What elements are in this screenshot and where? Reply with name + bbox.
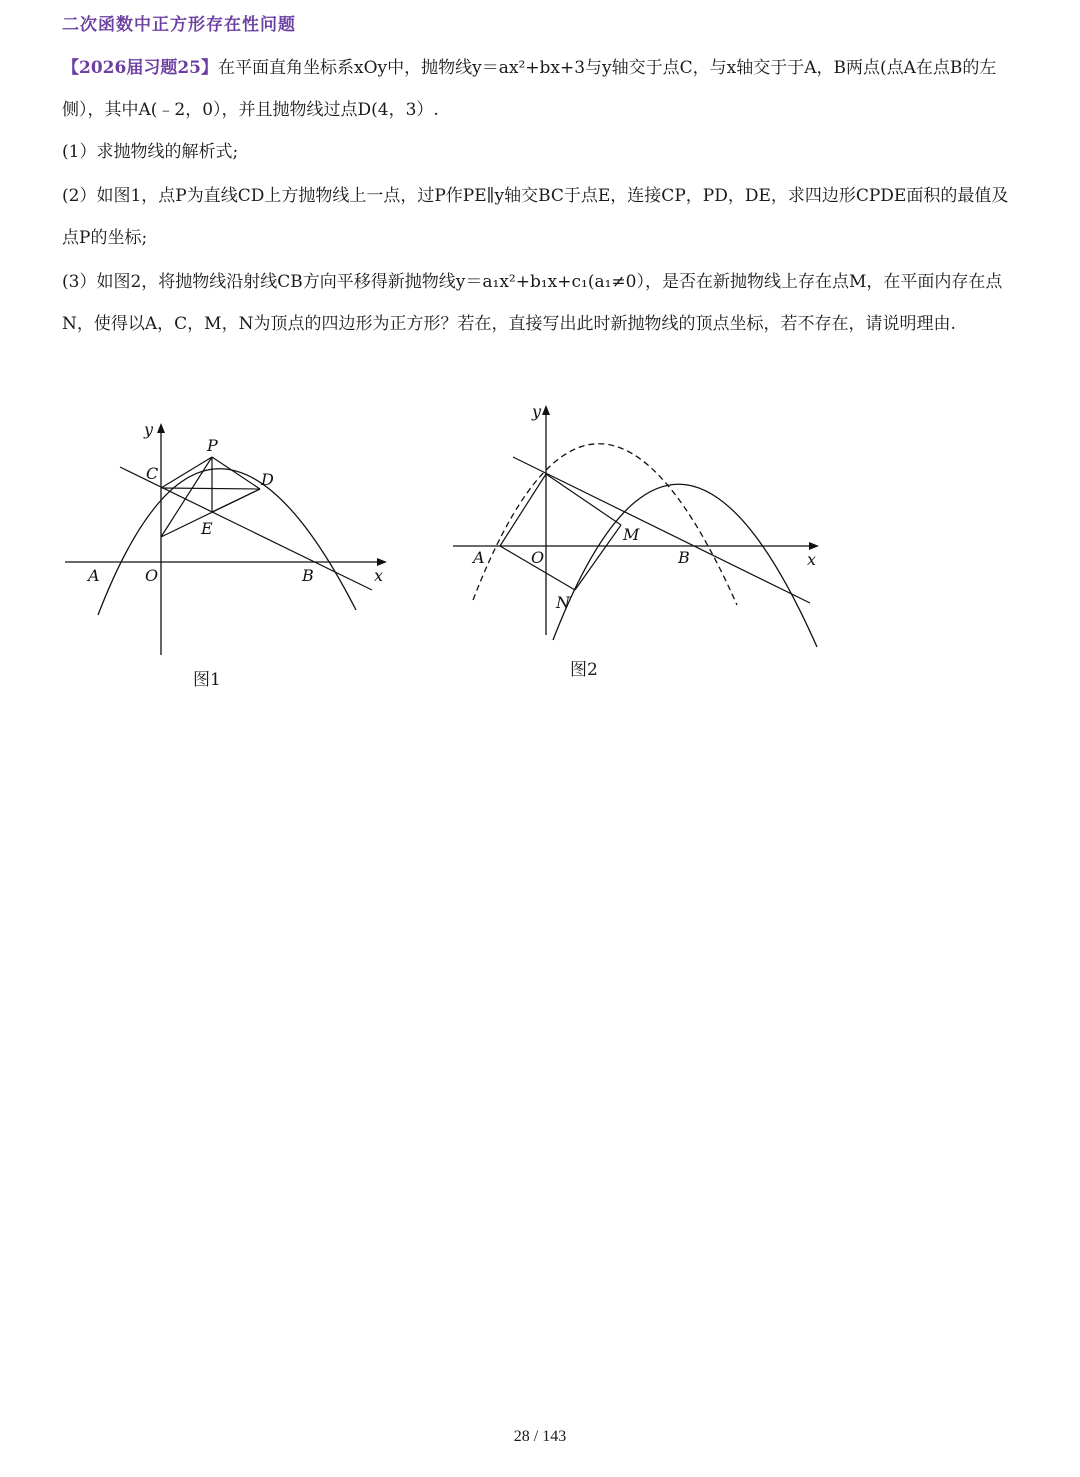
- original-parabola: [473, 444, 737, 605]
- label-a: A: [88, 566, 100, 585]
- question-1: (1）求抛物线的解析式;: [62, 142, 239, 162]
- x-axis-arrow: [377, 558, 387, 566]
- x-axis-arrow: [809, 542, 819, 550]
- label-o: O: [145, 566, 159, 585]
- segment-ac: [500, 474, 546, 546]
- y-axis-arrow: [542, 405, 550, 415]
- label-p: P: [207, 436, 218, 455]
- segment-cd: [161, 488, 260, 489]
- segment-cm: [546, 474, 621, 525]
- label-d: D: [261, 470, 274, 489]
- label-e: E: [201, 519, 213, 538]
- y-axis-arrow: [157, 423, 165, 433]
- segment-cp: [161, 457, 212, 488]
- segment-mn: [575, 525, 621, 590]
- page-number: 28 / 143: [513, 1428, 567, 1445]
- figure-1-diagram: [60, 415, 400, 665]
- segment-pd: [212, 457, 260, 489]
- label-m: M: [623, 525, 640, 544]
- parabola: [98, 469, 356, 615]
- label-b: B: [678, 548, 690, 567]
- figure-1-caption: 图1: [193, 670, 221, 690]
- label-x: x: [374, 566, 384, 585]
- figure-2-diagram: [445, 395, 835, 655]
- question-2: (2）如图1，点P为直线CD上方抛物线上一点，过P作PE∥y轴交BC于点E，连接CP，PD，DE，求四边形CPDE面积的最值及点P的坐标;: [62, 186, 1009, 248]
- label-n: N: [556, 593, 570, 612]
- problem-intro: [62, 47, 1022, 131]
- label-c: C: [146, 464, 159, 483]
- problem-intro-text: 在平面直角坐标系xOy中，抛物线y＝ax²+bx+3与y轴交于点C，与x轴交于于A，B两点(点A在点B的左侧），其中A(﹣2，0），并且抛物线过点D(4，3）.: [62, 58, 997, 120]
- label-o: O: [531, 548, 545, 567]
- page-title: 二次函数中正方形存在性问题: [62, 15, 296, 35]
- figure-2-caption: 图2: [570, 660, 598, 680]
- label-a: A: [473, 548, 485, 567]
- question-3: (3）如图2，将抛物线沿射线CB方向平移得新抛物线y＝a₁x²+b₁x+c₁(a₁≠0），是否在新抛物线上存在点M，在平面内存在点N，使得以A，C，M，N为顶点的四边形为正方形？若在，直接写出此时新抛物线的顶点坐标，若不存在，请说明理由.: [62, 272, 1003, 334]
- label-y: y: [144, 420, 154, 439]
- problem-tag: 【2026届习题25】: [62, 58, 218, 78]
- label-x: x: [807, 550, 817, 569]
- label-b: B: [302, 566, 314, 585]
- label-y: y: [532, 402, 542, 421]
